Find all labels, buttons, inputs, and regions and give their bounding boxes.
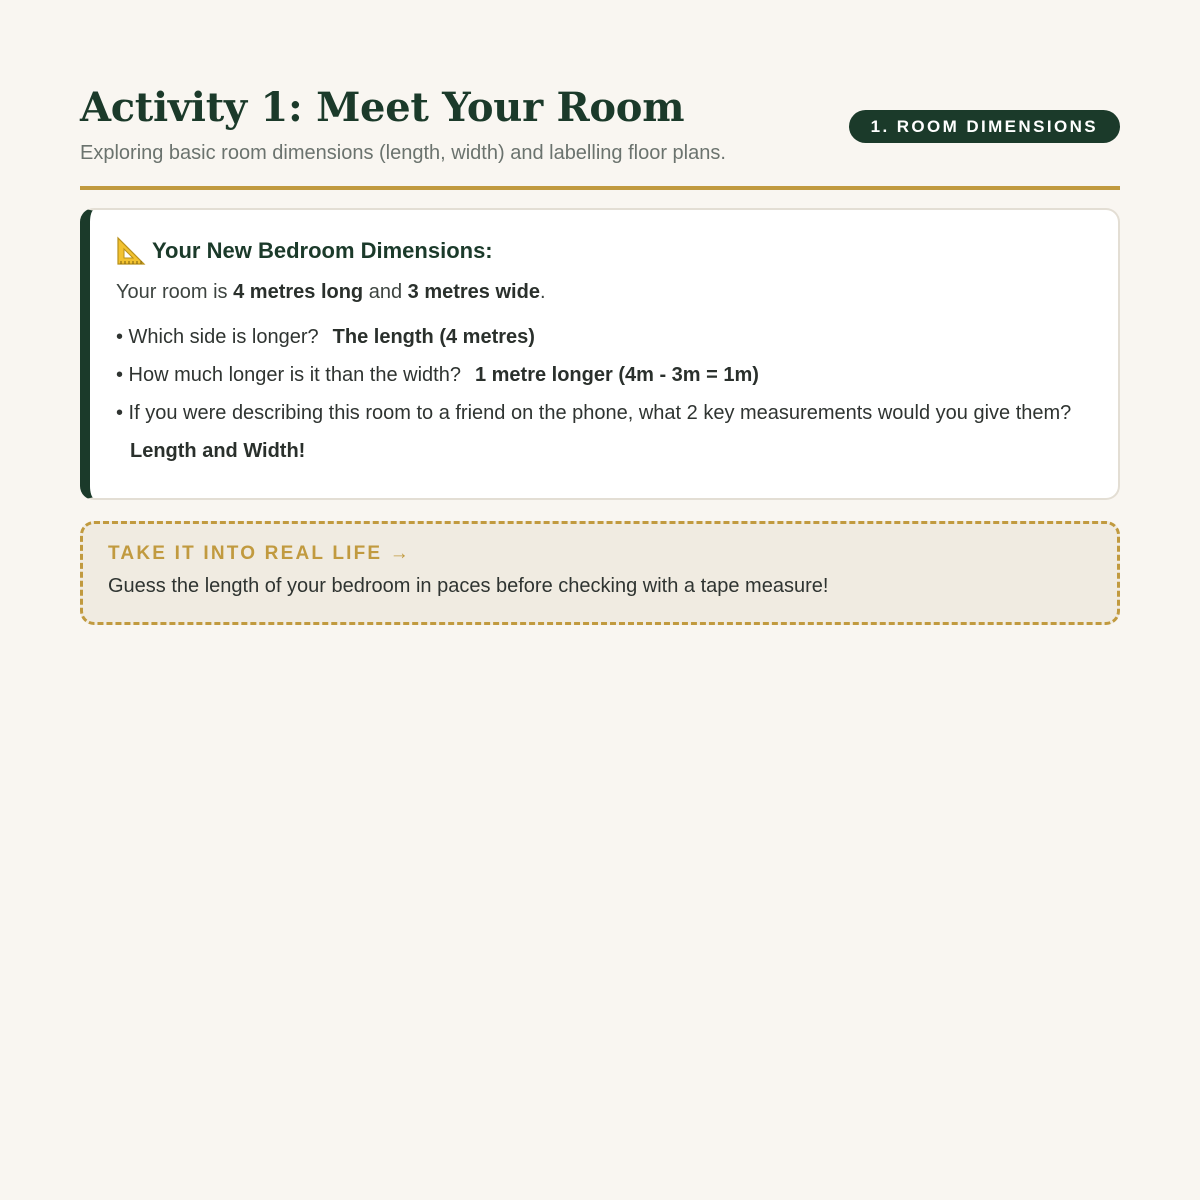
dimensions-card — [80, 208, 1120, 500]
intro-middle: and — [368, 281, 403, 303]
card-heading-text: Your New Bedroom Dimensions: — [152, 238, 493, 263]
page-subtitle: Exploring basic room dimensions (length, width) and labelling floor plans. — [80, 142, 726, 164]
question-text: • If you were describing this room to a friend on the phone, what 2 key measurements would you give them? — [116, 402, 1072, 424]
question-item — [116, 394, 1090, 470]
page-title: Activity 1: Meet Your Room — [80, 84, 685, 131]
activity-header — [80, 80, 1120, 190]
answer-text: The length (4 metres) — [332, 326, 535, 348]
room-intro — [116, 278, 1090, 306]
tip-heading: TAKE IT INTO REAL LIFE → — [108, 543, 411, 564]
tip-text: Guess the length of your bedroom in paces before checking with a tape measure! — [108, 575, 829, 597]
activity-page — [80, 80, 1120, 597]
real-life-tip — [80, 521, 1120, 625]
answer-text: 1 metre longer (4m - 3m = 1m) — [474, 364, 759, 386]
room-length: 4 metres long — [233, 281, 364, 303]
room-width: 3 metres wide — [407, 281, 540, 303]
section-badge: 1. ROOM DIMENSIONS — [849, 110, 1120, 143]
question-item — [116, 318, 1090, 356]
question-text: • Which side is longer? — [116, 326, 319, 348]
question-item — [116, 356, 1090, 394]
triangular-ruler-icon — [116, 236, 146, 266]
intro-suffix: . — [539, 281, 546, 303]
card-heading — [116, 234, 1090, 268]
intro-prefix: Your room is — [116, 281, 228, 303]
question-text: • How much longer is it than the width? — [116, 364, 461, 386]
answer-text: Length and Width! — [130, 440, 306, 462]
